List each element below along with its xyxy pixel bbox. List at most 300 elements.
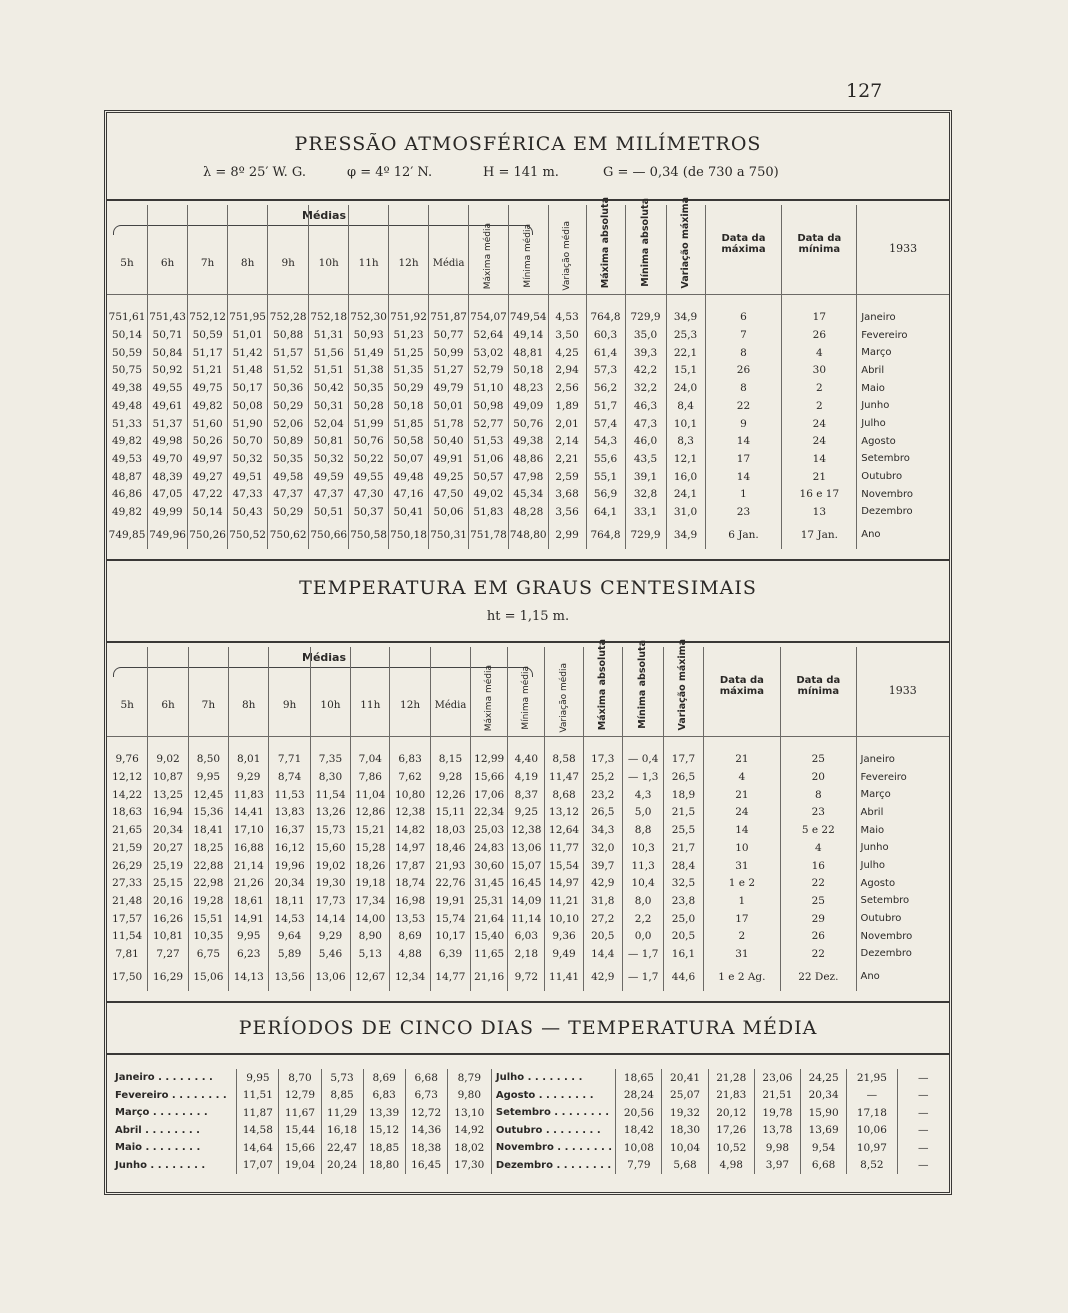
header-label: Máxima absoluta: [596, 639, 608, 731]
table-cell: 31,8: [583, 892, 622, 910]
table-cell: 13,25: [148, 786, 188, 804]
pressure-header-cell: [107, 205, 148, 294]
period-value: —: [897, 1157, 949, 1175]
table-cell: 14,4: [583, 945, 622, 963]
table-cell: 2,56: [548, 379, 586, 397]
pressure-header-cell: [469, 205, 509, 294]
table-cell: 51,57: [268, 344, 309, 362]
period-value: 23,06: [754, 1069, 800, 1087]
table-cell: 8,8: [622, 821, 663, 839]
period-row: [107, 1069, 949, 1087]
table-cell: 12,64: [545, 821, 583, 839]
table-cell: 25: [781, 751, 856, 769]
table-cell: 19,96: [269, 857, 310, 875]
table-cell: 49,48: [389, 468, 429, 486]
annual-cell: 34,9: [666, 521, 705, 549]
table-cell: 10,17: [430, 927, 470, 945]
table-cell: 50,93: [349, 326, 389, 344]
spacer-cell: [469, 294, 509, 309]
table-cell: 18,41: [188, 821, 228, 839]
table-cell: 50,14: [188, 503, 228, 521]
table-cell: 25,15: [148, 874, 188, 892]
table-cell: 12,1: [666, 450, 705, 468]
table-cell: 22: [705, 397, 782, 415]
table-cell: 51,53: [469, 432, 509, 450]
spacer-cell: [705, 294, 782, 309]
table-cell: 2,2: [622, 910, 663, 928]
header-label: 1933: [888, 684, 917, 698]
period-month-label: Dezembro . . . . . . . .: [491, 1157, 615, 1175]
temperature-header-cell: [390, 647, 430, 736]
pressure-table-row: [107, 415, 949, 433]
annual-cell: 15,06: [188, 963, 228, 991]
table-cell: 61,4: [586, 344, 625, 362]
table-cell: 22,34: [471, 804, 508, 822]
temperature-header-cell: [310, 647, 350, 736]
spacer-row: [107, 294, 949, 309]
spacer-cell: [269, 736, 310, 751]
table-cell: 24,83: [471, 839, 508, 857]
table-cell: 53,02: [469, 344, 509, 362]
table-cell: 9,64: [269, 927, 310, 945]
table-cell: 8,01: [229, 751, 269, 769]
temperature-header-cell: [664, 639, 703, 736]
month-name: Outubro: [856, 910, 949, 928]
spacer-cell: [351, 736, 390, 751]
table-cell: 5 e 22: [781, 821, 856, 839]
table-cell: 52,64: [469, 326, 509, 344]
table-cell: 54,3: [586, 432, 625, 450]
table-cell: 12,99: [471, 751, 508, 769]
table-cell: 15,1: [666, 362, 705, 380]
annual-label: Ano: [856, 963, 949, 991]
table-cell: 57,4: [586, 415, 625, 433]
table-cell: 23: [705, 503, 782, 521]
spacer-cell: [703, 736, 781, 751]
table-cell: 13,12: [545, 804, 583, 822]
annual-cell: 750,66: [309, 521, 349, 549]
period-value: 5,73: [321, 1069, 363, 1087]
header-label: Mínima absoluta: [637, 640, 649, 730]
temperature-header-cell: [107, 647, 148, 736]
temperature-table-row: [107, 945, 949, 963]
spacer-cell: [856, 736, 949, 751]
table-cell: 9,95: [188, 768, 228, 786]
table-cell: 50,76: [349, 432, 389, 450]
table-cell: 751,61: [108, 311, 146, 324]
table-cell: 49,09: [508, 397, 548, 415]
table-cell: 39,3: [625, 344, 666, 362]
table-cell: 12,86: [351, 804, 390, 822]
header-label: Variação máxima: [677, 639, 689, 731]
table-cell: 56,2: [586, 379, 625, 397]
table-cell: 49,14: [508, 326, 548, 344]
table-cell: 14: [703, 821, 781, 839]
table-cell: 20,5: [664, 927, 703, 945]
spacer-cell: [310, 736, 350, 751]
period-value: 21,51: [754, 1087, 800, 1105]
table-cell: 16,26: [148, 910, 188, 928]
month-name: Setembro: [857, 450, 949, 468]
table-cell: 19,18: [351, 874, 390, 892]
month-name: Agosto: [856, 874, 949, 892]
table-cell: 2: [703, 927, 781, 945]
period-value: 15,44: [279, 1122, 321, 1140]
table-cell: 22,1: [666, 344, 705, 362]
period-value: 7,79: [616, 1157, 662, 1175]
table-cell: 26: [781, 927, 856, 945]
periods-separator: [107, 1053, 949, 1055]
table-cell: 45,34: [508, 485, 548, 503]
table-cell: 11,65: [471, 945, 508, 963]
table-cell: 10,3: [622, 839, 663, 857]
header-label: 11h: [360, 699, 381, 712]
table-cell: 3,68: [548, 485, 586, 503]
pressure-header-cell: [309, 205, 349, 294]
table-cell: 25,0: [664, 910, 703, 928]
table-cell: 15,51: [188, 910, 228, 928]
temperature-table-row: [107, 892, 949, 910]
header-label: 10h: [320, 699, 341, 712]
table-cell: 46,0: [625, 432, 666, 450]
period-value: 18,30: [662, 1122, 708, 1140]
table-cell: 51,42: [228, 344, 268, 362]
table-cell: 56,9: [586, 485, 625, 503]
table-cell: 11,21: [545, 892, 583, 910]
table-cell: 9,02: [148, 751, 188, 769]
table-cell: 51,25: [389, 344, 429, 362]
table-cell: 7,81: [115, 947, 139, 960]
period-month-label: Agosto . . . . . . . .: [491, 1087, 615, 1105]
temperature-table-row: [107, 768, 949, 786]
annual-cell: 729,9: [625, 521, 666, 549]
table-cell: 16,98: [390, 892, 430, 910]
table-cell: 7,62: [390, 768, 430, 786]
temperature-header-cell: [856, 647, 949, 736]
temperature-table-row: [107, 927, 949, 945]
pressure-table-row: [107, 379, 949, 397]
table-cell: 17,34: [351, 892, 390, 910]
pressure-table: [107, 197, 949, 549]
table-cell: 50,58: [389, 432, 429, 450]
period-value: 12,79: [279, 1087, 321, 1105]
table-cell: 16,94: [148, 804, 188, 822]
table-cell: 51,90: [228, 415, 268, 433]
table-cell: 49,58: [268, 468, 309, 486]
table-cell: 18,9: [664, 786, 703, 804]
table-cell: 16,45: [508, 874, 545, 892]
table-cell: 20,34: [148, 821, 188, 839]
month-name: Março: [857, 344, 949, 362]
table-cell: 12,26: [430, 786, 470, 804]
pressure-table-row: [107, 432, 949, 450]
period-month-label: Fevereiro . . . . . . . .: [115, 1089, 227, 1101]
annual-cell: 750,58: [349, 521, 389, 549]
period-value: 6,68: [405, 1069, 447, 1087]
annual-cell: 750,18: [389, 521, 429, 549]
period-month-label: Janeiro . . . . . . . .: [115, 1072, 213, 1084]
header-label: Data da máxima: [719, 675, 764, 698]
header-label: 8h: [240, 257, 255, 270]
annual-cell: 9,72: [508, 963, 545, 991]
table-cell: 751,43: [148, 309, 188, 327]
month-name: Julho: [857, 415, 949, 433]
temperature-table-row: [107, 839, 949, 857]
table-cell: 39,7: [583, 857, 622, 875]
pressure-separator: [107, 199, 949, 201]
table-cell: 5,46: [310, 945, 350, 963]
period-value: 3,97: [754, 1157, 800, 1175]
table-cell: 22: [781, 945, 856, 963]
table-cell: 52,79: [469, 362, 509, 380]
header-label: 6h: [160, 257, 175, 270]
table-cell: 21: [703, 786, 781, 804]
table-cell: 48,28: [508, 503, 548, 521]
table-cell: 9,76: [115, 753, 139, 766]
spacer-cell: [107, 294, 148, 309]
spacer-cell: [188, 736, 228, 751]
table-cell: 50,84: [148, 344, 188, 362]
table-cell: 50,89: [268, 432, 309, 450]
table-cell: 29: [781, 910, 856, 928]
spacer-cell: [781, 736, 856, 751]
period-value: —: [897, 1139, 949, 1157]
spacer-cell: [622, 736, 663, 751]
period-value: 10,06: [847, 1122, 897, 1140]
table-cell: — 1,7: [622, 945, 663, 963]
month-name: Junho: [856, 839, 949, 857]
table-cell: 7,71: [269, 751, 310, 769]
table-cell: 12,38: [508, 821, 545, 839]
table-cell: 55,1: [586, 468, 625, 486]
table-cell: 17,3: [583, 751, 622, 769]
table-cell: 11,47: [545, 768, 583, 786]
spacer-cell: [188, 294, 228, 309]
table-cell: 21: [782, 468, 857, 486]
table-cell: 51,21: [188, 362, 228, 380]
header-label: Variação média: [562, 221, 573, 291]
table-cell: 49,48: [111, 399, 143, 412]
month-name: Março: [856, 786, 949, 804]
table-cell: 1,89: [548, 397, 586, 415]
spacer-cell: [508, 736, 545, 751]
table-cell: 60,3: [586, 326, 625, 344]
period-value: 18,65: [616, 1069, 662, 1087]
period-value: 18,85: [363, 1139, 405, 1157]
table-cell: 17,7: [664, 751, 703, 769]
table-cell: 8: [705, 344, 782, 362]
table-cell: 49,38: [111, 382, 143, 395]
table-cell: 51,83: [469, 503, 509, 521]
table-cell: 47,16: [389, 485, 429, 503]
pressure-header-cell: [857, 205, 949, 294]
table-cell: 24: [703, 804, 781, 822]
annual-cell: 750,62: [268, 521, 309, 549]
table-cell: 23,2: [583, 786, 622, 804]
table-cell: 23,8: [664, 892, 703, 910]
table-cell: 15,66: [471, 768, 508, 786]
annual-cell: 14,13: [229, 963, 269, 991]
table-cell: 50,76: [508, 415, 548, 433]
table-cell: 16: [781, 857, 856, 875]
annual-cell: 12,34: [390, 963, 430, 991]
spacer-row: [107, 736, 949, 751]
pressure-header-cell: [349, 205, 389, 294]
table-cell: 50,29: [389, 379, 429, 397]
period-value: 5,68: [662, 1157, 708, 1175]
annual-cell: 1 e 2 Ag.: [703, 963, 781, 991]
pressure-end-line: [107, 559, 949, 561]
table-cell: 8,30: [310, 768, 350, 786]
table-cell: 50,07: [389, 450, 429, 468]
table-cell: 49,82: [111, 435, 143, 448]
table-cell: 2,21: [548, 450, 586, 468]
table-cell: 50,98: [469, 397, 509, 415]
table-cell: 49,61: [148, 397, 188, 415]
table-cell: 49,98: [148, 432, 188, 450]
table-cell: 48,39: [148, 468, 188, 486]
table-cell: 9,29: [310, 927, 350, 945]
table-cell: 51,10: [469, 379, 509, 397]
period-value: 16,45: [405, 1157, 447, 1175]
period-value: 20,34: [801, 1087, 847, 1105]
month-name: Novembro: [856, 927, 949, 945]
pressure-header-cell: [586, 197, 625, 294]
pressure-table-row: [107, 468, 949, 486]
spacer-cell: [309, 294, 349, 309]
period-value: 8,79: [447, 1069, 491, 1087]
table-cell: 50,31: [309, 397, 349, 415]
table-cell: 2,59: [548, 468, 586, 486]
table-cell: 14,97: [390, 839, 430, 857]
table-cell: 51,31: [309, 326, 349, 344]
pressure-medias-label: Médias: [302, 209, 347, 222]
spacer-cell: [107, 736, 148, 751]
period-value: 20,24: [321, 1157, 363, 1175]
table-cell: 21,48: [112, 894, 143, 907]
table-cell: 47,30: [349, 485, 389, 503]
month-name: Maio: [857, 379, 949, 397]
month-name: Janeiro: [857, 309, 949, 327]
table-cell: 31,0: [666, 503, 705, 521]
annual-cell: 764,8: [586, 521, 625, 549]
temperature-header-cell: [351, 647, 390, 736]
table-cell: 24,1: [666, 485, 705, 503]
table-cell: 25: [781, 892, 856, 910]
spacer-cell: [390, 736, 430, 751]
table-cell: 4: [782, 344, 857, 362]
table-cell: 17: [782, 309, 857, 327]
temperature-table-row: [107, 874, 949, 892]
period-value: 13,69: [801, 1122, 847, 1140]
table-cell: 13,06: [508, 839, 545, 857]
table-cell: 22: [781, 874, 856, 892]
table-cell: 49,70: [148, 450, 188, 468]
period-value: 21,95: [847, 1069, 897, 1087]
table-cell: 4,25: [548, 344, 586, 362]
table-cell: 22,88: [188, 857, 228, 875]
table-cell: 50,06: [429, 503, 469, 521]
pressure-header-cell: [429, 205, 469, 294]
period-value: 24,25: [801, 1069, 847, 1087]
table-cell: 729,9: [625, 309, 666, 327]
table-cell: 20,16: [148, 892, 188, 910]
table-cell: 10: [703, 839, 781, 857]
table-cell: 4,3: [622, 786, 663, 804]
temperature-header-row: [107, 647, 949, 736]
table-cell: 2,18: [508, 945, 545, 963]
table-cell: 20,5: [583, 927, 622, 945]
table-cell: — 0,4: [622, 751, 663, 769]
annual-cell: 21,16: [471, 963, 508, 991]
period-value: 13,10: [447, 1104, 491, 1122]
table-cell: 50,17: [228, 379, 268, 397]
table-cell: 16,12: [269, 839, 310, 857]
table-cell: 17,73: [310, 892, 350, 910]
table-cell: 10,4: [622, 874, 663, 892]
table-cell: 15,11: [430, 804, 470, 822]
table-cell: 50,28: [349, 397, 389, 415]
table-cell: 15,36: [188, 804, 228, 822]
period-value: 21,83: [708, 1087, 754, 1105]
table-cell: 6,23: [229, 945, 269, 963]
table-cell: 49,25: [429, 468, 469, 486]
period-month-label: Novembro . . . . . . . .: [491, 1139, 615, 1157]
table-cell: 15,07: [508, 857, 545, 875]
header-label: 5h: [120, 699, 134, 712]
table-cell: 49,91: [429, 450, 469, 468]
period-value: 28,24: [616, 1087, 662, 1105]
table-cell: 16,88: [229, 839, 269, 857]
pressure-header-cell: [268, 205, 309, 294]
pressure-header-cell: [666, 197, 705, 294]
table-cell: 7,86: [351, 768, 390, 786]
temperature-header-cell: [545, 647, 583, 736]
table-cell: 9,29: [229, 768, 269, 786]
table-cell: 12,38: [390, 804, 430, 822]
table-cell: 50,35: [268, 450, 309, 468]
table-cell: 48,81: [508, 344, 548, 362]
pressure-table-row: [107, 362, 949, 380]
month-name: Maio: [856, 821, 949, 839]
table-cell: 10,10: [545, 910, 583, 928]
table-cell: 12,12: [112, 771, 143, 784]
temperature-header-cell: [471, 647, 508, 736]
coord-altitude: H = 141 m.: [483, 165, 559, 180]
period-value: 14,58: [237, 1122, 279, 1140]
table-cell: 8,3: [666, 432, 705, 450]
period-value: 18,02: [447, 1139, 491, 1157]
temperature-table-row: [107, 804, 949, 822]
temperature-separator: [107, 641, 949, 643]
table-cell: 16 e 17: [782, 485, 857, 503]
table-cell: 6,39: [430, 945, 470, 963]
table-cell: 32,2: [625, 379, 666, 397]
table-cell: 15,28: [351, 839, 390, 857]
temperature-header-cell: [781, 647, 856, 736]
table-cell: 50,75: [111, 364, 143, 377]
table-cell: 50,35: [349, 379, 389, 397]
table-cell: 50,88: [268, 326, 309, 344]
temperature-end-line: [107, 1001, 949, 1003]
table-cell: 14,82: [390, 821, 430, 839]
table-cell: 50,01: [429, 397, 469, 415]
period-value: 10,97: [847, 1139, 897, 1157]
table-cell: 49,38: [508, 432, 548, 450]
table-cell: 51,23: [389, 326, 429, 344]
table-cell: 14,14: [310, 910, 350, 928]
spacer-cell: [148, 736, 188, 751]
